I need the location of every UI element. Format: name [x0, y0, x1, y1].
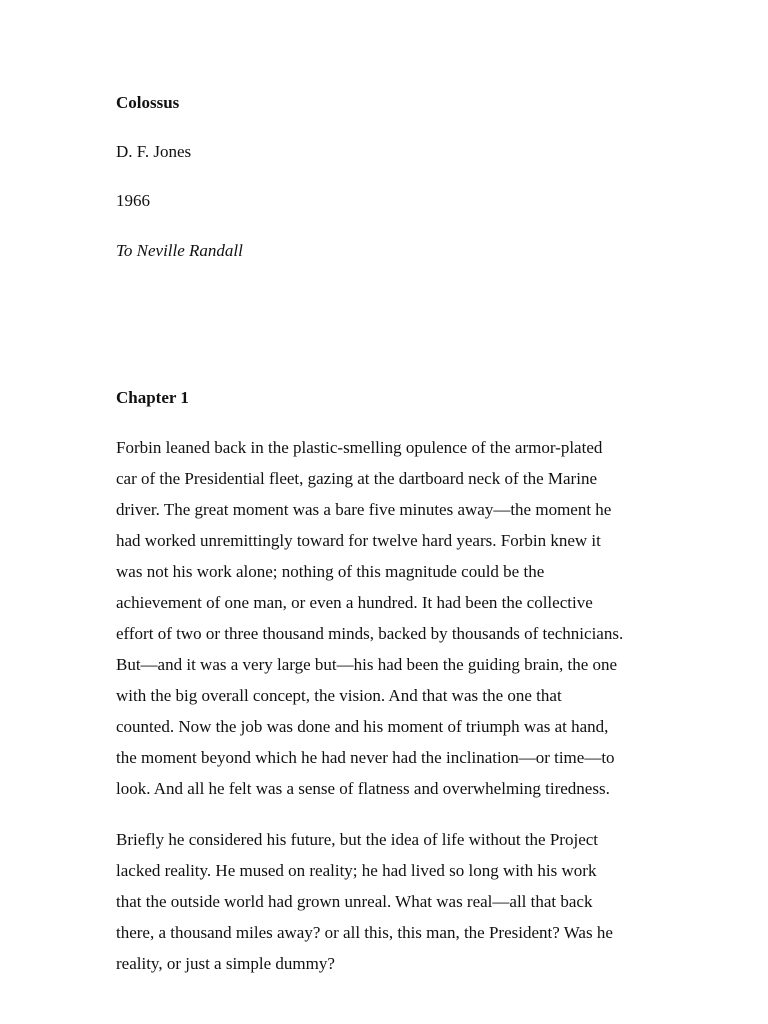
- book-title: Colossus: [116, 93, 180, 112]
- text-line: effort of two or three thousand minds, backed by thousands of technicians.: [116, 624, 624, 643]
- publication-year: 1966: [116, 191, 150, 210]
- text-line: achievement of one man, or even a hundred. It had been the collective: [116, 593, 593, 612]
- paragraph-2: [116, 830, 664, 985]
- paragraph-1: [116, 438, 664, 810]
- chapter-heading: Chapter 1: [116, 388, 189, 407]
- text-line: Briefly he considered his future, but the idea of life without the Project: [116, 830, 599, 849]
- text-line: that the outside world had grown unreal. What was real—all that back: [116, 892, 593, 911]
- text-line: Forbin leaned back in the plastic-smelling opulence of the armor-plated: [116, 438, 603, 457]
- text-line: was not his work alone; nothing of this magnitude could be the: [116, 562, 545, 581]
- text-line: there, a thousand miles away? or all this, this man, the President? Was he: [116, 923, 613, 942]
- text-line: driver. The great moment was a bare five minutes away—the moment he: [116, 500, 612, 519]
- text-line: the moment beyond which he had never had the inclination—or time—to: [116, 748, 615, 767]
- text-line: lacked reality. He mused on reality; he had lived so long with his work: [116, 861, 597, 880]
- text-line: But—and it was a very large but—his had been the guiding brain, the one: [116, 655, 618, 674]
- book-author: D. F. Jones: [116, 142, 192, 161]
- text-line: car of the Presidential fleet, gazing at the dartboard neck of the Marine: [116, 469, 597, 488]
- text-line: look. And all he felt was a sense of flatness and overwhelming tiredness.: [116, 779, 610, 798]
- text-line: had worked unremittingly toward for twelve hard years. Forbin knew it: [116, 531, 601, 550]
- dedication: To Neville Randall: [116, 241, 243, 260]
- text-line: counted. Now the job was done and his moment of triumph was at hand,: [116, 717, 609, 736]
- text-line: with the big overall concept, the vision. And that was the one that: [116, 686, 562, 705]
- text-line: reality, or just a simple dummy?: [116, 954, 335, 973]
